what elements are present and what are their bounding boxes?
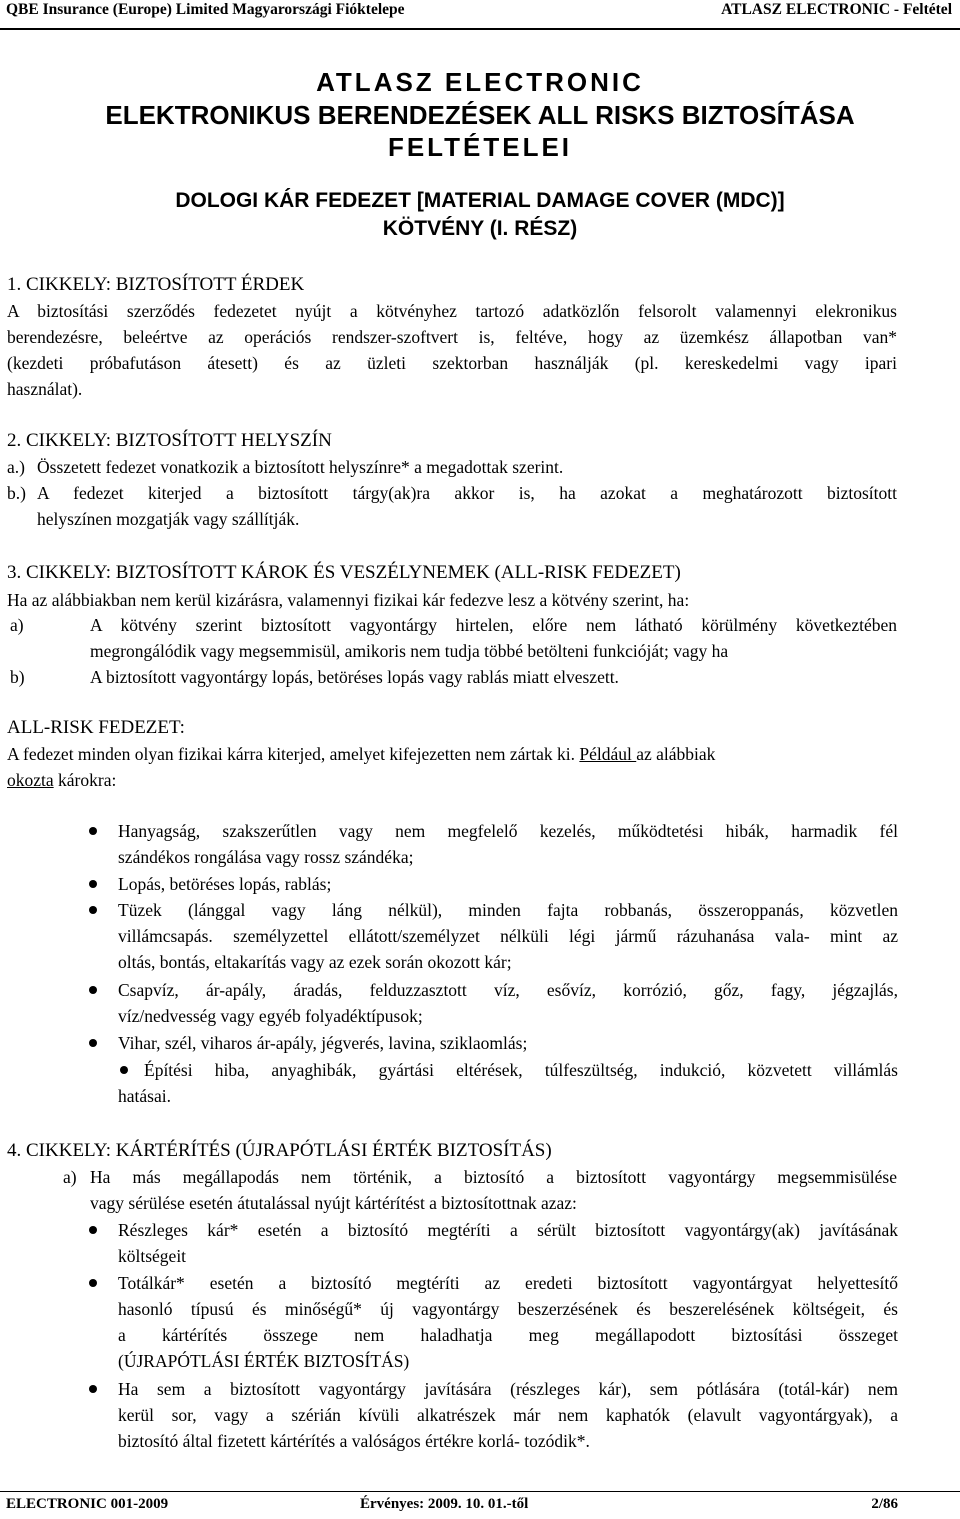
allrisk-example-link: Például [579,744,637,764]
list-item-line: Ha sem a biztosított vagyontárgy javítására (részleges kár), sem pótlására (totál-kár) nem [118,1379,898,1399]
list-item-line: a kártérítés összege nem haladhatja meg megállapodott biztosítási összeget [118,1325,898,1345]
bullet-icon [89,1226,97,1234]
list-item [118,871,898,897]
document-title-line3: FELTÉTELEI [387,132,573,162]
item-text-line: A fedezet kiterjed a biztosított tárgy(ak)ra akkor is, ha azokat a meghatározott biztosított [37,483,897,503]
list-item-line: Lopás, betöréses lopás, rablás; [118,874,332,894]
document-subtitle-line2: KÖTVÉNY (I. RÉSZ) [382,217,578,240]
list-item-line: víz/nedvesség vagy egyéb folyadéktípusok; [118,1006,423,1026]
bullet-icon [89,1385,97,1393]
item-text-line: A kötvény szerint biztosított vagyontárgy hirtelen, előre nem látható körülmény következtében [90,615,897,635]
allrisk-text: az alábbiak [636,744,716,764]
bullet-icon [89,986,97,994]
section-3-item-b [7,664,897,690]
item-text-line: vagy sérülése esetén átutalással nyújt kártérítést a biztosítottnak azaz: [90,1193,577,1213]
section-1-heading: 1. CIKKELY: BIZTOSÍTOTT ÉRDEK [7,274,305,295]
section-1-line: használat). [7,379,83,399]
item-label: b.) [7,483,26,503]
section-1-body [7,298,897,402]
bullet-icon [89,906,97,914]
header-product: ATLASZ ELECTRONIC - Feltétel [721,1,952,18]
list-item [118,1030,898,1056]
section-2-item-b [7,480,897,532]
item-text: A biztosított vagyontárgy lopás, betöréses lopás vagy rablás miatt elveszett. [90,667,619,687]
list-item-line: Építési hiba, anyaghibák, gyártási eltérések, túlfeszültség, indukció, közvetett villámlás [144,1060,898,1080]
document-title-line1: ATLASZ ELECTRONIC [316,67,644,97]
item-text-line: Ha más megállapodás nem történik, a biztosító a biztosított vagyontárgy megsemmisülése [90,1167,897,1187]
allrisk-body [7,741,899,793]
document-subtitle-line1: DOLOGI KÁR FEDEZET [MATERIAL DAMAGE COVER (MDC)] [175,189,785,212]
list-item-line: hasonló típusú és minőségű* új vagyontárgy beszerzésének és beszerelésének költségeit, és [118,1299,898,1319]
bullet-icon [89,880,97,888]
bullet-icon [89,827,97,835]
allrisk-text: A fedezet minden olyan fizikai kárra kiterjed, amelyet kifejezetten nem zártak ki. [7,744,575,764]
list-item [118,897,898,975]
list-item-line: szándékos rongálása vagy rossz szándéka; [118,847,414,867]
list-item-line: Totálkár* esetén a biztosító megtéríti az eredeti biztosított vagyontárgyat helyettesítő [118,1273,898,1293]
list-item-line: kerül sor, vagy a szérián kívüli alkatrészek már nem kaphatók (elavult vagyontárgyak), a [118,1405,898,1425]
item-label: a.) [7,457,25,477]
list-item-line: biztosító által fizetett kártérítés a valóságos értékre korlá- tozódik*. [118,1431,590,1451]
section-4-item-a [7,1164,897,1216]
allrisk-text: károkra: [53,770,117,790]
list-item [118,818,898,870]
list-item [118,1270,898,1374]
list-item-line: költségeit [118,1246,187,1266]
section-1-line: (kezdeti próbafutáson átesett) és az üzleti szektorban használják (pl. kereskedelmi vagy ipari [7,353,897,373]
footer-page-number: 2/86 [871,1496,898,1512]
bullet-icon [89,1039,97,1047]
list-item-line: hatásai. [118,1086,171,1106]
allrisk-heading: ALL-RISK FEDEZET: [7,717,185,738]
list-item [118,1217,898,1269]
item-label: a) [10,615,24,635]
list-item [118,977,898,1029]
bullet-icon [89,1279,97,1287]
list-item [118,1057,898,1109]
footer-validity: Érvényes: 2009. 10. 01.-től [360,1496,529,1512]
list-item-line: Vihar, szél, viharos ár-apály, jégverés, lavina, sziklaomlás; [118,1033,528,1053]
list-item [118,1376,898,1454]
item-text-line: megrongálódik vagy megsemmisül, amikoris nem tudja többé betölteni funkcióját; vagy ha [90,641,729,661]
item-text-line: helyszínen mozgatják vagy szállítják. [37,509,300,529]
section-1-line: A biztosítási szerződés fedezetet nyújt a kötvényhez tartozó adatközlőn felsorolt valamennyi elekronikus [7,301,897,321]
footer-document-code: ELECTRONIC 001-2009 [6,1496,169,1512]
section-2-item-a [7,454,897,480]
list-item-line: Hanyagság, szakszerűtlen vagy nem megfelelő kezelés, működtetési hibák, harmadik fél [118,821,898,841]
list-item-line: Csapvíz, ár-apály, áradás, felduzzasztott víz, esővíz, korrózió, gőz, fagy, jégzajlás, [118,980,898,1000]
list-item-line: Tüzek (lánggal vagy láng nélkül), minden fajta robbanás, összeroppanás, közvetlen [118,900,898,920]
list-item-line: oltás, bontás, eltakarítás vagy az ezek során okozott kár; [118,952,512,972]
list-item-line: (ÚJRAPÓTLÁSI ÉRTÉK BIZTOSÍTÁS) [118,1351,410,1371]
section-3-intro: Ha az alábbiakban nem kerül kizárásra, valamennyi fizikai kár fedezve lesz a kötvény szerint, ha: [7,590,690,610]
section-2-heading: 2. CIKKELY: BIZTOSÍTOTT HELYSZÍN [7,430,332,451]
header-company: QBE Insurance (Europe) Limited Magyarországi Fióktelepe [6,1,405,18]
footer-divider [0,1491,960,1492]
list-item-line: Részleges kár* esetén a biztosító megtéríti a sérült biztosított vagyontárgy(ak) javításának [118,1220,898,1240]
section-1-line: berendezésre, beleértve az operációs rendszer-szoftvert is, feltéve, hogy az üzemkész állapotban van* [7,327,897,347]
allrisk-cause-word: okozta [7,770,54,790]
document-title-line2: ELEKTRONIKUS BERENDEZÉSEK ALL RISKS BIZTOSÍTÁSA [105,100,855,130]
list-item-line: villámcsapás. személyzettel ellátott/személyzet nélküli légi jármű rázuhanása vala- mint az [118,926,898,946]
item-label: b) [10,667,25,687]
section-4-heading: 4. CIKKELY: KÁRTÉRÍTÉS (ÚJRAPÓTLÁSI ÉRTÉK BIZTOSÍTÁS) [7,1140,552,1161]
page-header [0,0,960,30]
section-3-item-a [7,612,897,664]
item-label: a) [63,1167,77,1187]
section-3-heading: 3. CIKKELY: BIZTOSÍTOTT KÁROK ÉS VESZÉLYNEMEK (ALL-RISK FEDEZET) [7,562,681,583]
item-text: Összetett fedezet vonatkozik a biztosított helyszínre* a megadottak szerint. [37,457,564,477]
